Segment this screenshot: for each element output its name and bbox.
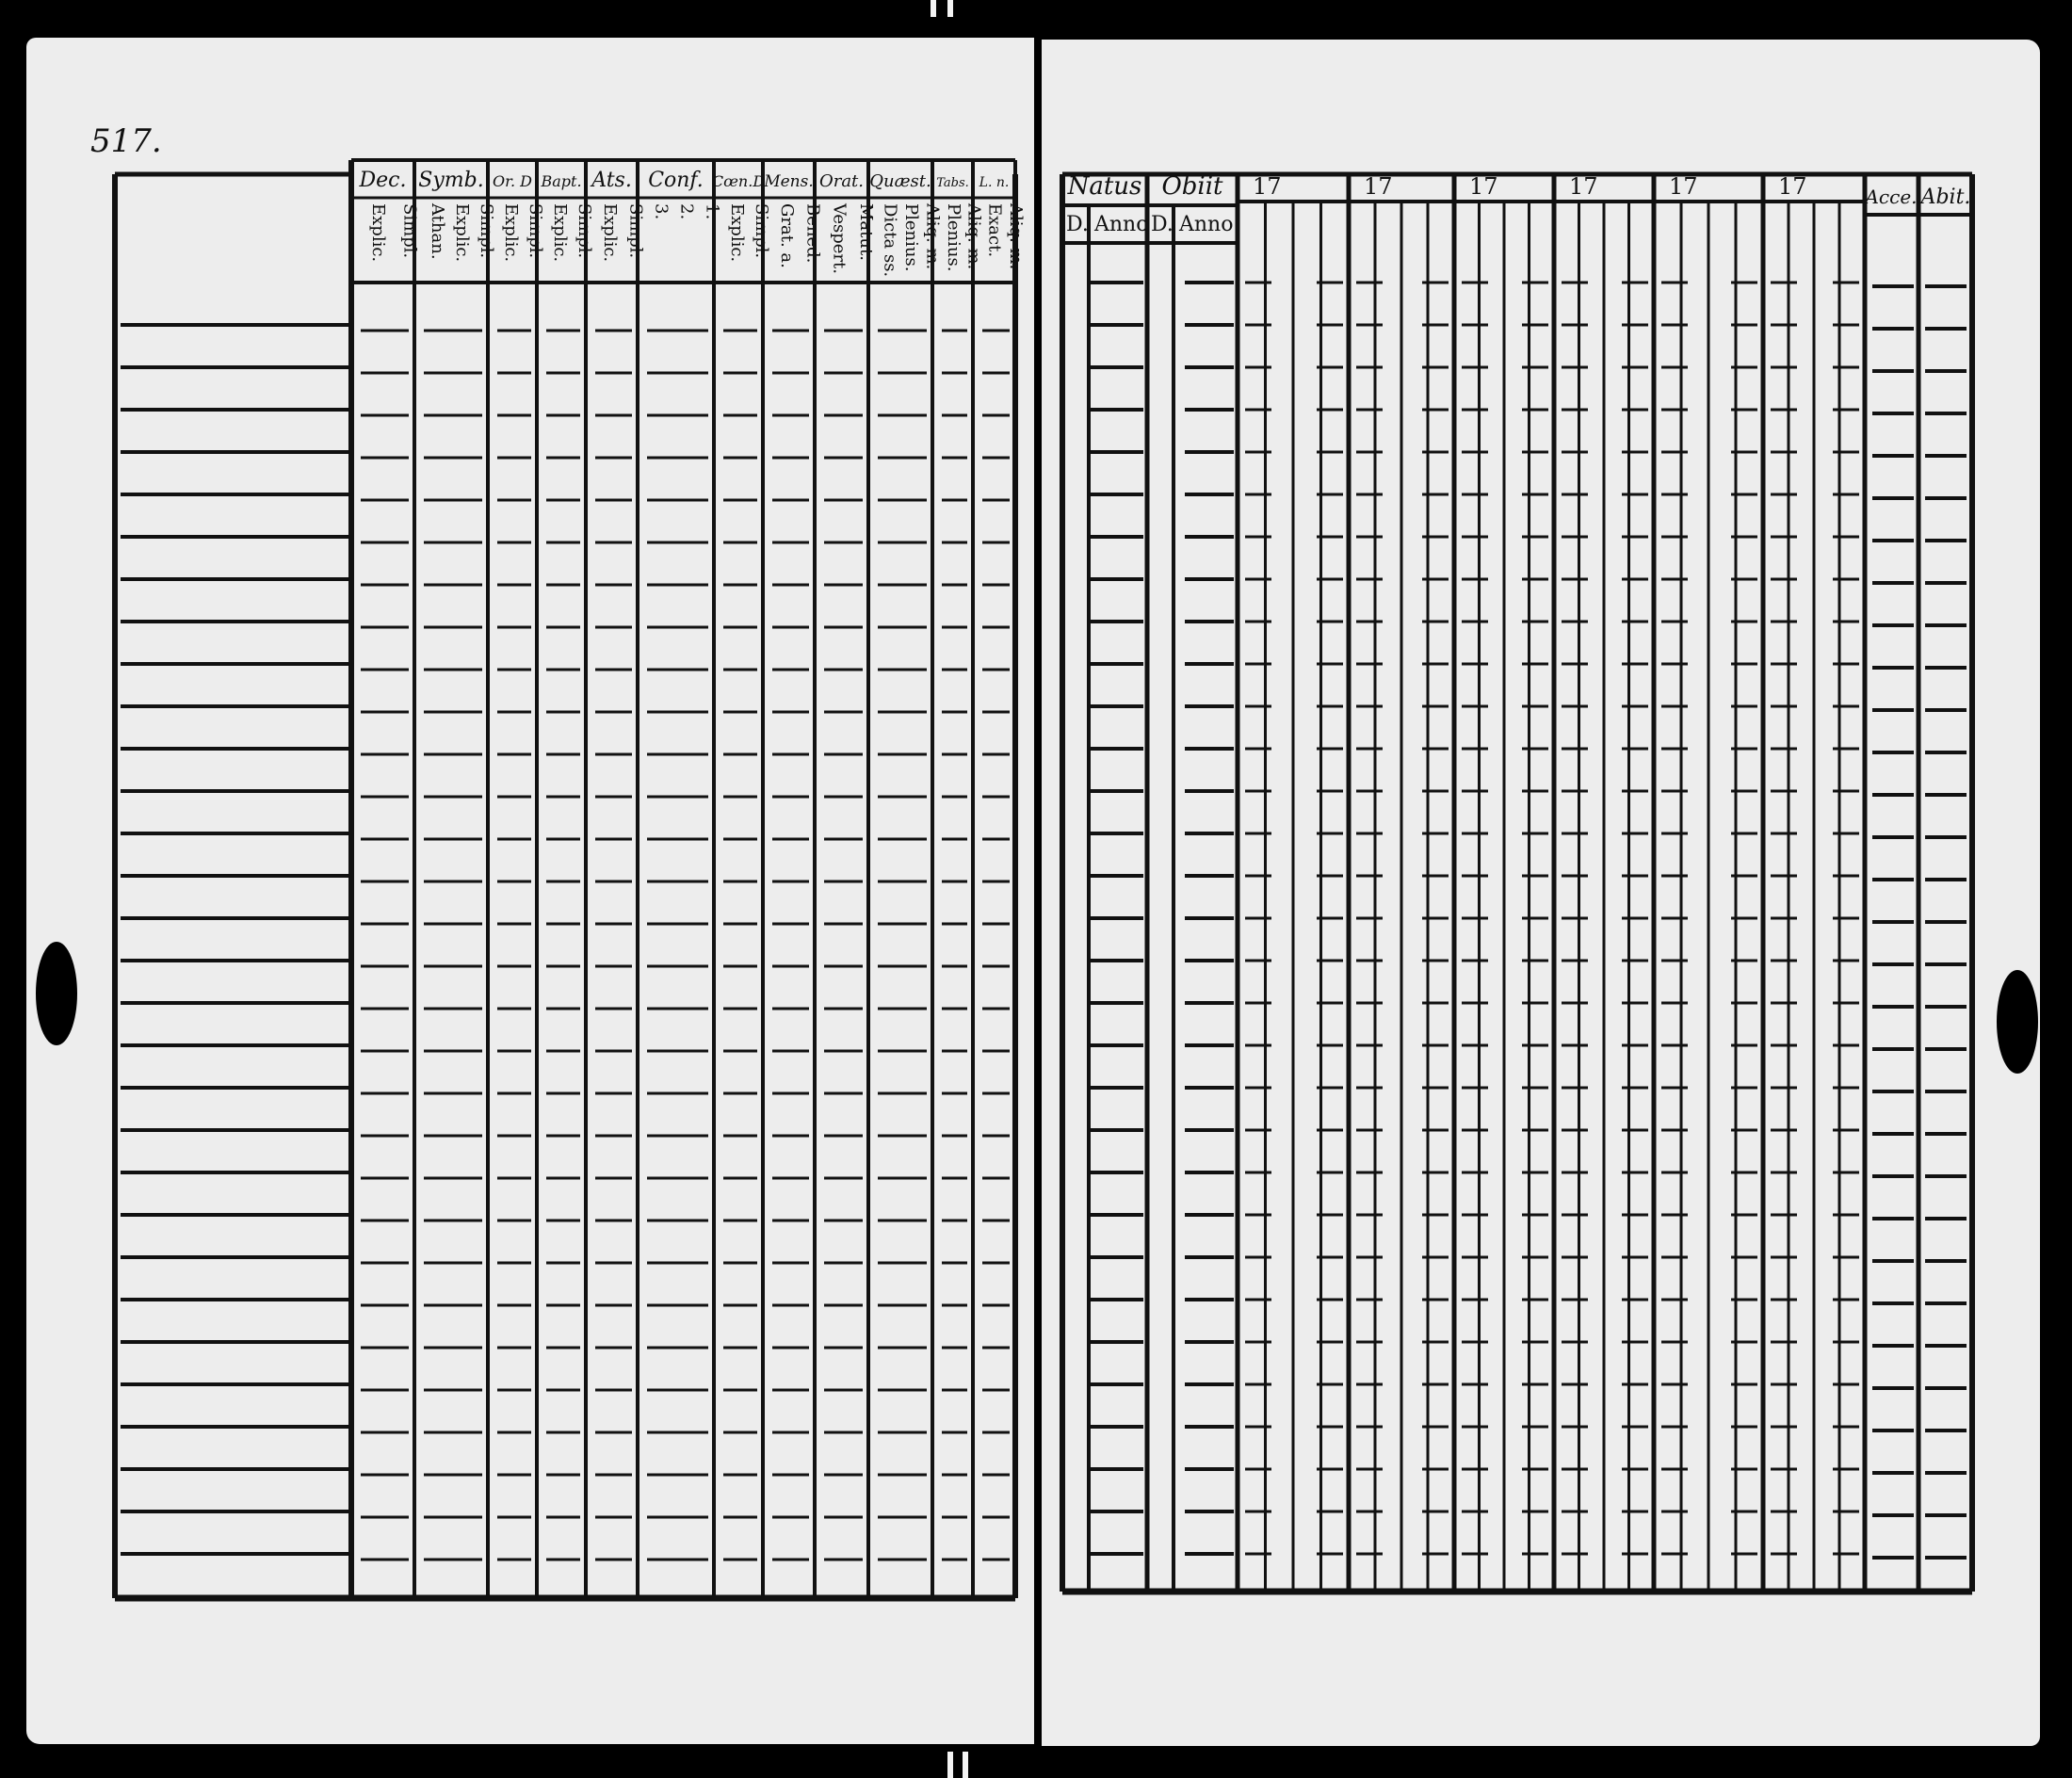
year-subheader: Anno: [1179, 213, 1234, 236]
year-column-header: 17: [1669, 173, 1698, 200]
column-header: Or. D: [492, 172, 533, 190]
folio-number: 517.: [90, 122, 162, 160]
day-subheader: D.: [1151, 213, 1174, 236]
column-header: Bapt.: [541, 172, 582, 190]
column-header: Ats.: [591, 169, 632, 192]
column-subheader: Athan.: [428, 203, 447, 260]
column-subheader: Simpl.: [477, 203, 496, 259]
column-header: L. n.: [979, 175, 1010, 190]
column-subheader: Aliq. m.: [922, 203, 943, 270]
column-subheader: Explic.: [452, 203, 472, 263]
day-subheader: D.: [1066, 213, 1089, 236]
column-subheader: 2.: [676, 203, 697, 220]
abiit-header: Abit.: [1920, 186, 1971, 209]
year-column-header: 17: [1569, 173, 1598, 200]
year-column-header: 17: [1778, 173, 1807, 200]
column-subheader: Dicta ss.: [880, 203, 900, 278]
right-register-table: [1062, 172, 1972, 1592]
column-subheader: Grat. a.: [776, 203, 797, 268]
column-subheader: Exact.: [984, 203, 1005, 258]
column-subheader: Matut.: [855, 203, 876, 261]
year-subheader: Anno: [1094, 213, 1149, 236]
year-column-header: 17: [1364, 173, 1393, 200]
column-header: Cœn.D: [711, 172, 766, 190]
column-subheader: Plenius.: [901, 203, 921, 272]
accessit-header: Acce.: [1865, 186, 1918, 208]
column-header: Orat.: [818, 171, 865, 191]
column-subheader: 3.: [651, 203, 672, 220]
column-header: Quæst.: [869, 171, 931, 191]
column-header: Dec.: [359, 169, 407, 192]
column-subheader: Explic.: [727, 203, 747, 263]
column-subheader: Vespert.: [829, 203, 850, 274]
left-register-table: [115, 160, 1026, 1598]
column-subheader: 1.: [702, 203, 722, 220]
column-subheader: Aliq. m.: [963, 203, 984, 270]
column-subheader: Explic.: [501, 203, 521, 263]
column-subheader: Aliq. m.: [1005, 203, 1026, 270]
year-column-header: 17: [1469, 173, 1498, 200]
column-subheader: Simpl.: [752, 203, 771, 259]
column-subheader: Bened.: [802, 203, 823, 264]
column-subheader: Simpl.: [399, 203, 420, 259]
obiit-header: Obiit: [1161, 172, 1223, 201]
column-subheader: Explic.: [367, 203, 388, 263]
column-subheader: Explic.: [550, 203, 570, 263]
column-subheader: Explic.: [599, 203, 620, 263]
natus-header: Natus: [1067, 172, 1142, 201]
year-column-header: 17: [1253, 173, 1282, 200]
column-subheader: Simpl.: [526, 203, 545, 259]
column-header: Mens.: [764, 172, 814, 191]
column-header: Tabs.: [936, 176, 969, 190]
column-subheader: Simpl.: [575, 203, 594, 259]
column-subheader: Simpl.: [625, 203, 646, 259]
column-header: Conf.: [648, 169, 704, 192]
column-subheader: Plenius.: [943, 203, 963, 272]
column-header: Symb.: [418, 169, 484, 192]
